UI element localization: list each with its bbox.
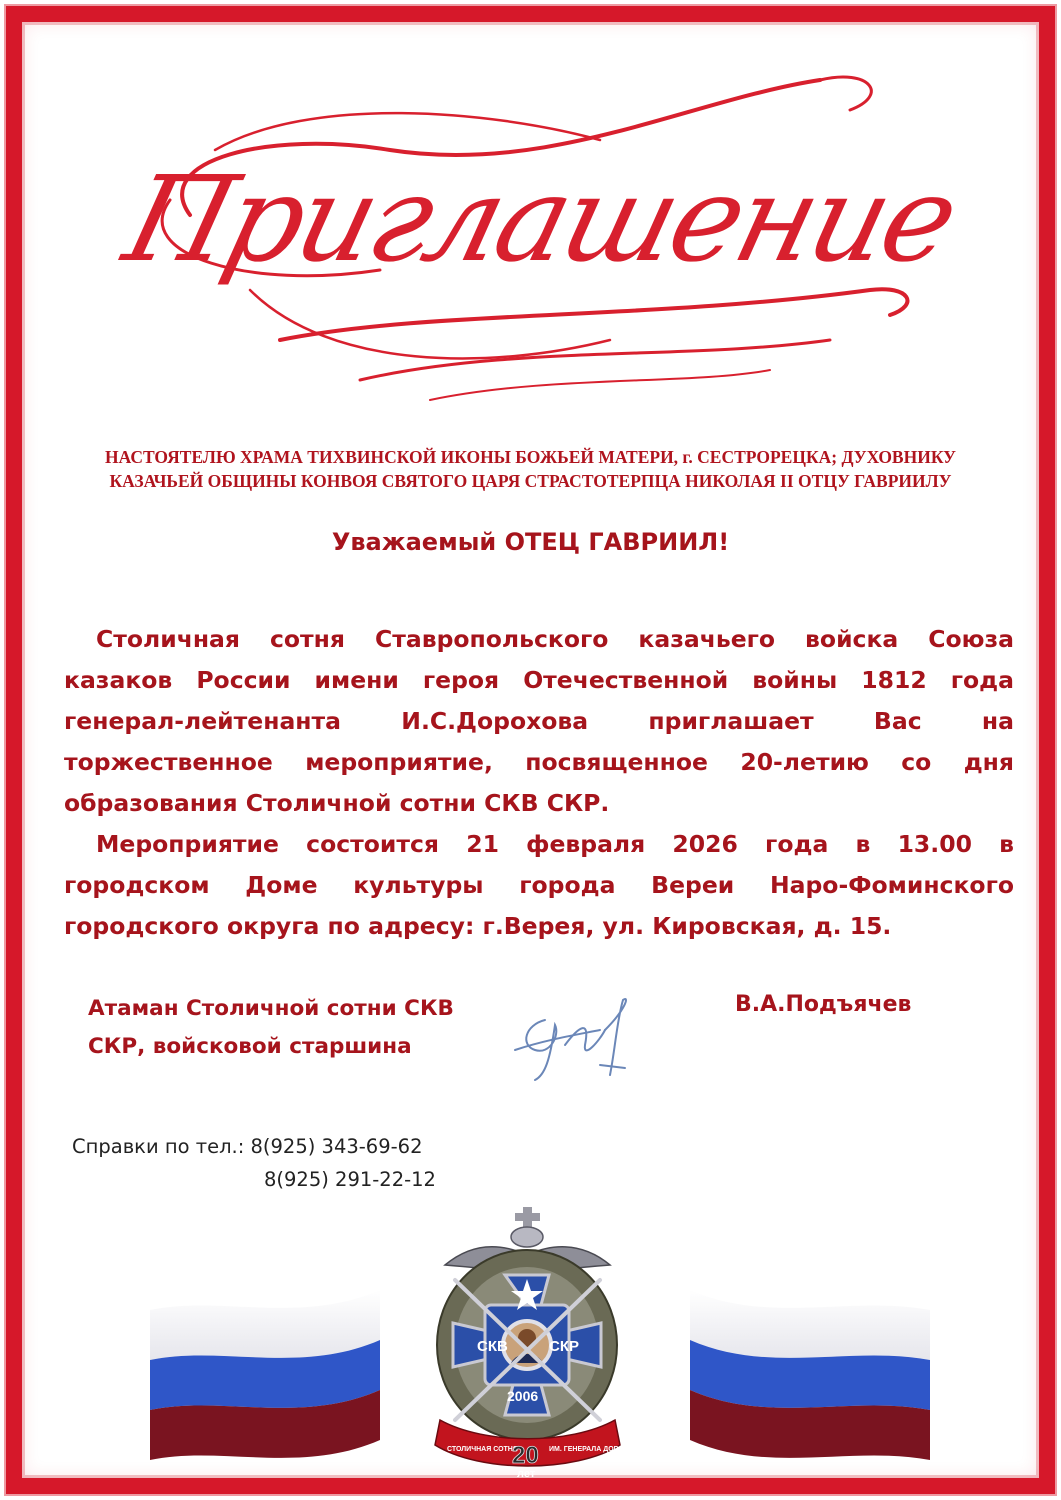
crown-cross-icon: [511, 1207, 543, 1247]
greeting: Уважаемый ОТЕЦ ГАВРИИЛ!: [331, 528, 730, 556]
phone-2: 8(925) 291-22-12: [264, 1168, 436, 1191]
phone-1: 8(925) 343-69-62: [250, 1135, 423, 1158]
right-flag: [690, 1290, 930, 1460]
paragraph-event-details: Мероприятие состоится 21 февраля 2026 года в 13.00 в городском Доме культуры города Вереи Наро-Фоминского городского округа по адресу: г.Верея, ул. Кировская, д. 15.: [64, 830, 1014, 940]
signatory-name: В.А.Подъячев: [735, 992, 912, 1017]
anniversary-word: лет: [517, 1468, 536, 1480]
addressee-line-2: КАЗАЧЬЕЙ ОБЩИНЫ КОНВОЯ СВЯТОГО ЦАРЯ СТРАСТОТЕРПЦА НИКОЛАЯ II ОТЦУ ГАВРИИЛУ: [109, 471, 952, 491]
left-flag: [150, 1290, 380, 1460]
invitation-body: [64, 619, 1014, 947]
cossack-emblem: [425, 1205, 644, 1480]
paragraph-invitation: Столичная сотня Ставропольского казачьего войска Союза казаков России имени героя Отечественной войны 1812 года генерал-лейтенанта И.С.Дорохова приглашает Вас на торжественное мероприятие, посвященное 20-летию со дня образования Столичной сотни СКВ СКР.: [64, 625, 1014, 817]
emblem-year: 2006: [507, 1388, 539, 1404]
addressee-line-1: НАСТОЯТЕЛЮ ХРАМА ТИХВИНСКОЙ ИКОНЫ БОЖЬЕЙ МАТЕРИ, г. СЕСТРОРЕЦКА; ДУХОВНИКУ: [104, 447, 957, 467]
signatory-title-line-2: СКР, войсковой старшина: [88, 1034, 412, 1059]
title-block: [112, 40, 968, 430]
signatory-title: [88, 990, 488, 1066]
document-title: Приглашение: [112, 150, 968, 288]
emblem-right-text: СКР: [549, 1338, 579, 1355]
contacts-block: [72, 1130, 436, 1196]
ribbon-right-text: ИМ. ГЕНЕРАЛА ДОРОХОВА: [549, 1446, 644, 1453]
contacts-label: Справки по тел.:: [72, 1135, 245, 1158]
signatory-title-line-1: Атаман Столичной сотни СКВ: [88, 996, 454, 1021]
emblem-left-text: СКВ: [477, 1338, 508, 1355]
handwritten-signature: [505, 990, 645, 1090]
ribbon-left-text: СТОЛИЧНАЯ СОТНЯ: [447, 1446, 518, 1453]
anniversary-number: 20: [512, 1442, 539, 1469]
